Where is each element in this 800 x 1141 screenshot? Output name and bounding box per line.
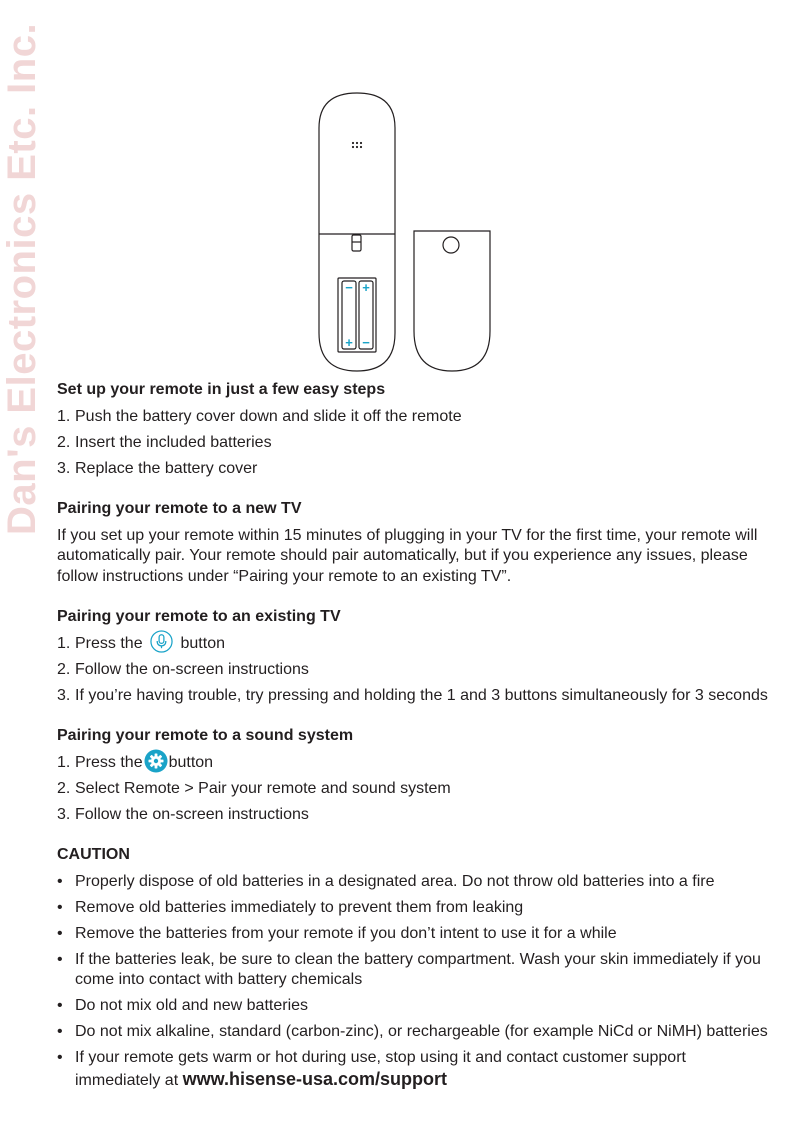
caution-item: • Remove old batteries immediately to prevent them from leaking: [57, 898, 524, 916]
pair-new-section: [57, 499, 769, 587]
pair-new-heading: Pairing your remote to a new TV: [57, 500, 302, 517]
pair-existing-section: [57, 607, 769, 706]
pair-sound-step: 1. Press the button: [57, 753, 769, 774]
pair-existing-step: 3. If you’re having trouble, try pressing and holding the 1 and 3 buttons simultaneously for 3 seconds: [57, 686, 768, 704]
caution-item: • Do not mix alkaline, standard (carbon-zinc), or rechargeable (for example NiCd or NiMH) batteries: [57, 1023, 768, 1041]
cover-latch: [352, 235, 361, 251]
battery-right-minus: −: [362, 335, 370, 350]
pair-new-body: If you set up your remote within 15 minutes of plugging in your TV for the first time, your remote will automatically pair. Your remote should pair automatically, but if you experience any issues, please follow instructions under “Pairing your remote to an existing TV”.: [57, 526, 758, 585]
pair-sound-heading: Pairing your remote to a sound system: [57, 727, 354, 744]
setup-step: 3. Replace the battery cover: [57, 459, 258, 477]
mic-dots: [352, 142, 362, 148]
support-url-link[interactable]: www.hisense-usa.com/support: [182, 1068, 447, 1089]
caution-item: • If your remote gets warm or hot during use, stop using it and contact customer support immediately at www.hisense-usa.com/support: [57, 1049, 686, 1089]
caution-item: • Do not mix old and new batteries: [57, 997, 309, 1015]
setup-heading: Set up your remote in just a few easy steps: [57, 381, 386, 398]
battery-left-plus: +: [345, 335, 353, 350]
instructions-content: [57, 380, 769, 1111]
battery-right-plus: +: [362, 280, 370, 295]
caution-section: [57, 845, 769, 1091]
setup-step: 2. Insert the included batteries: [57, 433, 272, 451]
detached-battery-cover: [414, 231, 490, 371]
battery-compartment: [338, 278, 376, 352]
microphone-icon: [150, 630, 173, 653]
caution-item: • If the batteries leak, be sure to clean the battery compartment. Wash your skin immediately if you come into contact with battery chemicals: [57, 950, 761, 989]
setup-section: [57, 380, 769, 479]
pair-sound-step: 2. Select Remote > Pair your remote and sound system: [57, 779, 451, 797]
remote-battery-illustration: [300, 88, 500, 378]
setup-step: 1. Push the battery cover down and slide it off the remote: [57, 407, 462, 425]
pair-sound-step: 3. Follow the on-screen instructions: [57, 805, 309, 823]
caution-item: • Properly dispose of old batteries in a designated area. Do not throw old batteries into a fire: [57, 872, 715, 890]
battery-left-minus: −: [345, 280, 353, 295]
cover-circle: [443, 237, 459, 253]
watermark-text: Dan's Electronics Etc. Inc.: [0, 22, 44, 535]
pair-existing-step: 1. Press the button: [57, 634, 769, 655]
settings-gear-icon: [144, 749, 168, 773]
remote-body: [319, 93, 395, 371]
caution-item: • Remove the batteries from your remote if you don’t intent to use it for a while: [57, 924, 617, 942]
pair-existing-step: 2. Follow the on-screen instructions: [57, 660, 309, 678]
pair-existing-heading: Pairing your remote to an existing TV: [57, 608, 341, 625]
pair-sound-section: [57, 726, 769, 825]
caution-heading: CAUTION: [57, 846, 130, 864]
